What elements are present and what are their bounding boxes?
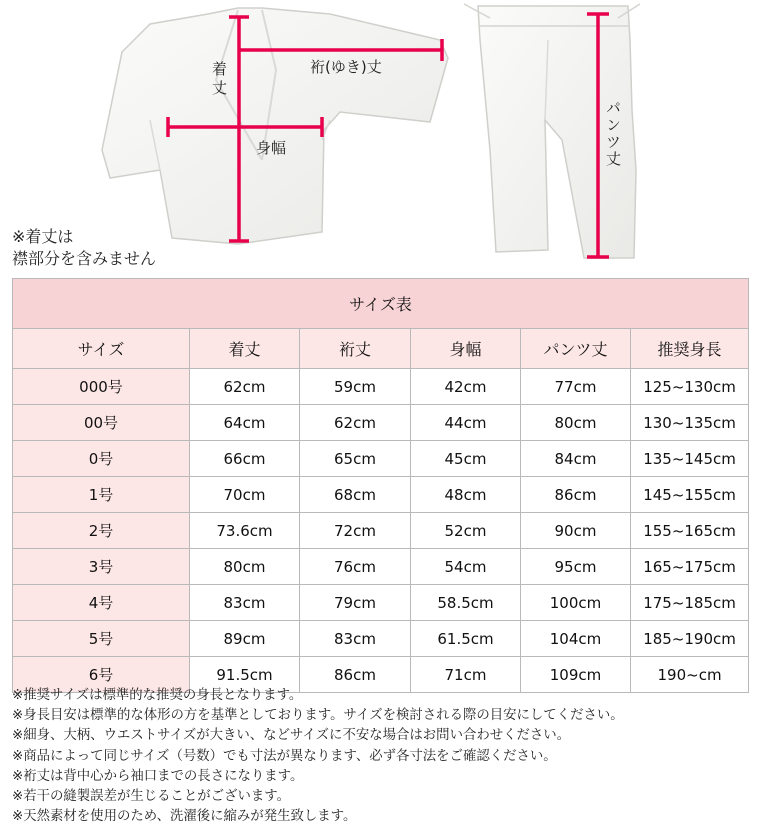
value-cell: 100cm <box>521 585 631 621</box>
value-cell: 80cm <box>521 405 631 441</box>
table-row <box>13 549 749 585</box>
notes-list <box>12 686 624 827</box>
value-cell: 125~130cm <box>631 369 749 405</box>
value-cell: 73.6cm <box>190 513 300 549</box>
size-cell: 3号 <box>13 549 190 585</box>
value-cell: 59cm <box>300 369 411 405</box>
value-cell: 58.5cm <box>411 585 521 621</box>
column-header: 裄丈 <box>300 329 411 369</box>
value-cell: 91.5cm <box>190 657 300 693</box>
value-cell: 104cm <box>521 621 631 657</box>
value-cell: 44cm <box>411 405 521 441</box>
table-row <box>13 513 749 549</box>
size-cell: 00号 <box>13 405 190 441</box>
value-cell: 86cm <box>521 477 631 513</box>
column-header: 身幅 <box>411 329 521 369</box>
yuki-label: 裄(ゆき)丈 <box>310 58 382 76</box>
value-cell: 80cm <box>190 549 300 585</box>
value-cell: 64cm <box>190 405 300 441</box>
size-cell: 0号 <box>13 441 190 477</box>
note-line: ※推奨サイズは標準的な推奨の身長となります。 <box>12 688 303 703</box>
value-cell: 190~cm <box>631 657 749 693</box>
size-cell: 000号 <box>13 369 190 405</box>
kitake-label: 着 丈 <box>212 60 228 97</box>
table-row <box>13 477 749 513</box>
value-cell: 62cm <box>300 405 411 441</box>
value-cell: 83cm <box>190 585 300 621</box>
table-title: サイズ表 <box>13 279 749 329</box>
column-header: 推奨身長 <box>631 329 749 369</box>
size-cell: 6号 <box>13 657 190 693</box>
value-cell: 84cm <box>521 441 631 477</box>
column-header: パンツ丈 <box>521 329 631 369</box>
value-cell: 65cm <box>300 441 411 477</box>
note-line: ※裄丈は背中心から袖口までの長さになります。 <box>12 768 304 784</box>
note-line: ※天然素材を使用のため、洗濯後に縮みが発生致します。 <box>12 809 357 825</box>
value-cell: 77cm <box>521 369 631 405</box>
kitake-note-line: 襟部分を含みません <box>12 249 157 268</box>
size-cell: 5号 <box>13 621 190 657</box>
size-cell: 2号 <box>13 513 190 549</box>
size-cell: 1号 <box>13 477 190 513</box>
kitake-note <box>12 226 156 270</box>
value-cell: 52cm <box>411 513 521 549</box>
value-cell: 71cm <box>411 657 521 693</box>
value-cell: 90cm <box>521 513 631 549</box>
kitake-note-line: ※着丈は <box>12 227 74 246</box>
value-cell: 76cm <box>300 549 411 585</box>
table-header-row <box>13 329 749 369</box>
value-cell: 83cm <box>300 621 411 657</box>
value-cell: 61.5cm <box>411 621 521 657</box>
size-table <box>12 278 749 693</box>
column-header: 着丈 <box>190 329 300 369</box>
table-row <box>13 441 749 477</box>
value-cell: 45cm <box>411 441 521 477</box>
value-cell: 175~185cm <box>631 585 749 621</box>
value-cell: 145~155cm <box>631 477 749 513</box>
value-cell: 135~145cm <box>631 441 749 477</box>
value-cell: 68cm <box>300 477 411 513</box>
value-cell: 48cm <box>411 477 521 513</box>
mihaba-label: 身幅 <box>256 139 287 157</box>
value-cell: 42cm <box>411 369 521 405</box>
column-header: サイズ <box>13 329 190 369</box>
note-line: ※商品によって同じサイズ（号数）でも寸法が異なります、必ず各寸法をご確認ください。 <box>12 748 557 764</box>
value-cell: 72cm <box>300 513 411 549</box>
value-cell: 79cm <box>300 585 411 621</box>
value-cell: 70cm <box>190 477 300 513</box>
note-line: ※身長目安は標準的な体形の方を基準としております。サイズを検討される際の目安にしてください。 <box>12 708 624 724</box>
value-cell: 62cm <box>190 369 300 405</box>
table-row <box>13 369 749 405</box>
value-cell: 89cm <box>190 621 300 657</box>
pants-length-label: パンツ丈 <box>604 100 622 168</box>
table-row <box>13 621 749 657</box>
value-cell: 185~190cm <box>631 621 749 657</box>
note-line: ※細身、大柄、ウエストサイズが大きい、などサイズに不安な場合はお問い合わせください。 <box>12 728 571 744</box>
size-cell: 4号 <box>13 585 190 621</box>
value-cell: 95cm <box>521 549 631 585</box>
value-cell: 109cm <box>521 657 631 693</box>
table-body <box>13 369 749 693</box>
value-cell: 155~165cm <box>631 513 749 549</box>
value-cell: 86cm <box>300 657 411 693</box>
table-row <box>13 585 749 621</box>
value-cell: 54cm <box>411 549 521 585</box>
table-row <box>13 405 749 441</box>
note-line: ※若干の縫製誤差が生じることがございます。 <box>12 789 290 805</box>
value-cell: 130~135cm <box>631 405 749 441</box>
value-cell: 66cm <box>190 441 300 477</box>
value-cell: 165~175cm <box>631 549 749 585</box>
